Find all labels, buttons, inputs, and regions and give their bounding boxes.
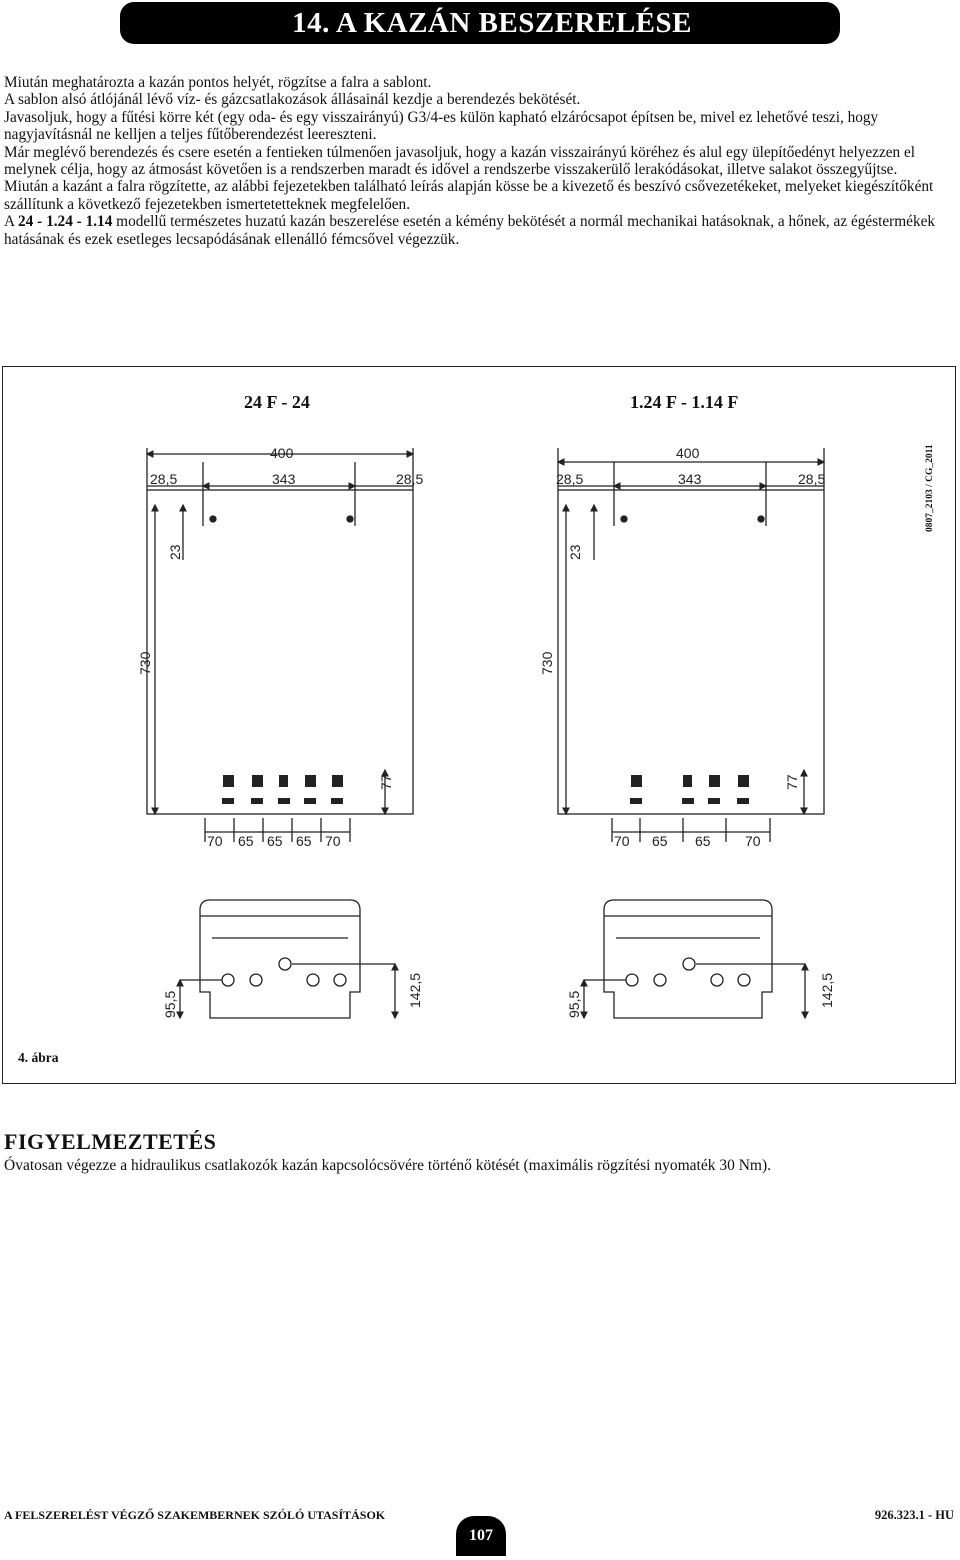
intro-paragraph-2: A sablon alsó átlójánál lévő víz- és gázcsatlakozások állásainál kezdje a berendezés bekötését. xyxy=(4,91,581,109)
left-side-low-label: 95,5 xyxy=(162,990,178,1018)
intro-paragraph-3: Javasoljuk, hogy a fűtési körre két (egy oda- és egy visszairányú) G3/4-es külön kapható elzárócsapot építsen be, mivel ez lehetővé teszi, hogy nagyjavításnál ne kelljen a teljes fűtőberendezést leereszteni. xyxy=(4,108,879,144)
left-connector-symbols xyxy=(222,775,343,804)
left-bottom-dim-1: 70 xyxy=(207,833,223,849)
right-connector-symbols xyxy=(630,775,749,804)
right-side-low-label: 95,5 xyxy=(566,990,582,1018)
left-height-label: 730 xyxy=(137,651,153,675)
dimension-labels xyxy=(137,445,835,1018)
right-height-label: 730 xyxy=(539,651,555,675)
right-side-label: 28,5 xyxy=(556,471,584,487)
right-width-label: 400 xyxy=(676,445,700,461)
warning-text: Óvatosan végezze a hidraulikus csatlakozók kazán kapcsolócsövére történő kötését (maximális rögzítési nyomaték 30 Nm). xyxy=(4,1157,771,1174)
page-number: 107 xyxy=(469,1527,493,1544)
left-bottom-dim-4: 65 xyxy=(296,833,312,849)
footer-doc-code: 926.323.1 - HU xyxy=(874,1508,954,1522)
left-bottom-dim-3: 65 xyxy=(267,833,283,849)
right-bottom-dim-1: 70 xyxy=(614,833,630,849)
right-conn-height-label: 77 xyxy=(784,774,800,790)
right-template-outline xyxy=(558,490,824,814)
footer-left: A FELSZERELÉST VÉGZŐ SZAKEMBERNEK SZÓLÓ UTASÍTÁSOK xyxy=(4,1508,386,1522)
left-width-label: 400 xyxy=(270,445,294,461)
right-model-label: 1.24 F - 1.14 F xyxy=(630,392,739,412)
figure-code: 0807_2103 / CG_2011 xyxy=(925,444,935,532)
page-number-badge xyxy=(456,1516,506,1556)
page-title: 14. A KAZÁN BESZERELÉSE xyxy=(292,6,692,39)
warning-heading: FIGYELMEZTETÉS xyxy=(4,1129,217,1154)
left-top-offset-label: 23 xyxy=(167,544,183,560)
left-bottom-dim-2: 65 xyxy=(238,833,254,849)
left-inner-label: 343 xyxy=(272,471,296,487)
left-conn-height-label: 77 xyxy=(378,774,394,790)
left-side-label: 28,5 xyxy=(150,471,178,487)
right-bottom-dim-4: 70 xyxy=(745,833,761,849)
intro-paragraph-4: Már meglévő berendezés és csere esetén a fentieken túlmenően javasoljuk, hogy a kazán visszairányú köréhez és alul egy ülepítőedényt helyezzen el melynek célja, hogy az átmosást követően is a rendszerben maradt és idővel a rendszerbe visszakerülő lerakódásokat, illetve salakot összegyűjtse. xyxy=(4,143,916,179)
right-bottom-dim-2: 65 xyxy=(652,833,668,849)
left-bottom-view xyxy=(180,900,395,1018)
left-side-label-right: 28,5 xyxy=(396,471,424,487)
right-bottom-view xyxy=(584,900,805,1018)
intro-paragraph-5: Miután a kazánt a falra rögzítette, az alábbi fejezetekben található leírás alapján kösse be a kivezető és beszívó csővezetékeket, melyeket kiegészítőként szállítunk a következő fejezetekben ismertetetteknek megfelelően. xyxy=(4,178,934,213)
intro-paragraph-1: Miután meghatározta a kazán pontos helyét, rögzítse a falra a sablont. xyxy=(4,74,432,91)
right-bottom-dim-3: 65 xyxy=(695,833,711,849)
left-bottom-dim-5: 70 xyxy=(325,833,341,849)
left-template-outline xyxy=(147,490,413,814)
right-side-high-label: 142,5 xyxy=(819,972,835,1008)
left-side-high-label: 142,5 xyxy=(407,972,423,1008)
right-inner-label: 343 xyxy=(678,471,702,487)
left-model-label: 24 F - 24 xyxy=(244,392,310,412)
right-side-label-right: 28,5 xyxy=(798,471,826,487)
right-top-offset-label: 23 xyxy=(567,544,583,560)
p6-prefix: A xyxy=(4,213,19,231)
figure-caption: 4. ábra xyxy=(18,1050,59,1065)
p6-rest: modellű természetes huzatú kazán beszerelése esetén a kémény bekötését a normál mechanikai hatásoknak, a hőnek, az égéstermékek hatásának és ezek esetleges lecsapódásának ellenálló fémcsővel végezzük. xyxy=(4,213,936,248)
p6-models: 24 - 1.24 - 1.14 xyxy=(18,213,113,231)
